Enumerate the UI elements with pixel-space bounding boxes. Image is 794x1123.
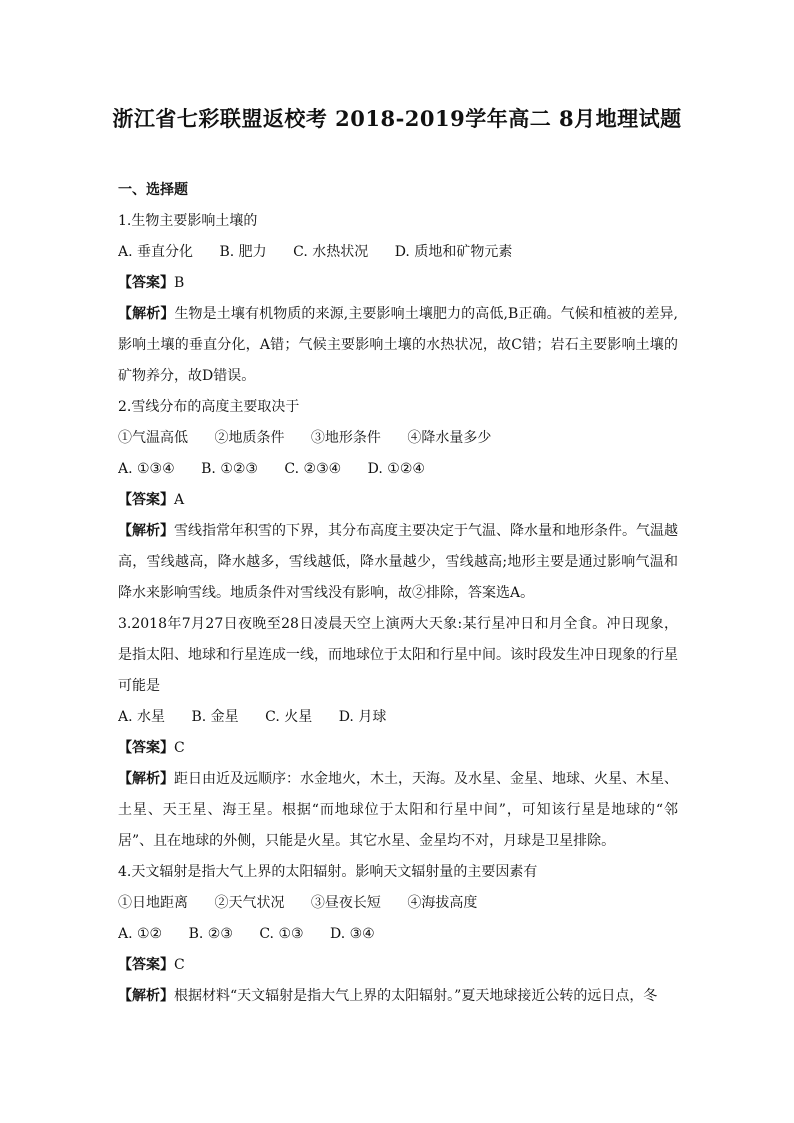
item-1: ①气温高低 — [118, 430, 188, 446]
answer-options — [118, 237, 678, 268]
option-b: B. ①②③ — [201, 461, 258, 477]
page-title: 浙江省七彩联盟返校考 2018-2019学年高二 8月地理试题 — [112, 106, 682, 131]
answer-line — [118, 485, 678, 516]
option-b: B. 肥力 — [219, 244, 267, 260]
question-stem: 1.生物主要影响土壤的 — [118, 213, 258, 229]
answer-line — [118, 268, 678, 299]
answer-label: 【答案】 — [118, 492, 174, 508]
answer-label: 【答案】 — [118, 275, 174, 291]
answer-options — [118, 454, 678, 485]
analysis-block — [118, 981, 678, 1012]
analysis-text: 根据材料“天文辐射是指大气上界的太阳辐射。”夏天地球接近公转的远日点，冬 — [174, 988, 658, 1004]
option-b: B. 金星 — [191, 709, 239, 725]
answer-label: 【答案】 — [118, 957, 174, 973]
question-stem: 3.2018年7月27日夜晚至28日凌晨天空上演两大天象:某行星冲日和月全食。冲日现象，是指太阳、地球和行星连成一线，而地球位于太阳和行星中间。该时段发生冲日现象的行星可能是 — [118, 616, 678, 694]
answer-value: C — [174, 957, 185, 973]
analysis-label: 【解析】 — [118, 306, 175, 322]
item-2: ②地质条件 — [214, 430, 285, 446]
answer-options — [118, 919, 678, 950]
question-stem: 4.天文辐射是指大气上界的太阳辐射。影响天文辐射量的主要因素有 — [118, 864, 538, 880]
answer-label: 【答案】 — [118, 740, 174, 756]
analysis-label: 【解析】 — [118, 771, 174, 787]
question-3 — [118, 609, 678, 857]
answer-value: C — [174, 740, 185, 756]
question-stem: 2.雪线分布的高度主要取决于 — [118, 399, 300, 415]
analysis-block — [118, 764, 678, 857]
question-1 — [118, 206, 678, 392]
answer-value: B — [174, 275, 185, 291]
analysis-text: 距日由近及远顺序：水金地火，木土，天海。及水星、金星、地球、火星、木星、土星、天王星、海王星。根据“而地球位于太阳和行星中间”，可知该行星是地球的“邻居”、且在地球的外侧，只能是火星。其它水星、金星均不对，月球是卫星排除。 — [118, 771, 678, 849]
item-3: ③昼夜长短 — [310, 895, 381, 911]
item-2: ②天气状况 — [214, 895, 285, 911]
option-c: C. ②③④ — [284, 461, 342, 477]
item-4: ④降水量多少 — [407, 430, 492, 446]
document-body — [118, 175, 678, 1012]
option-a: A. ①② — [118, 926, 163, 942]
analysis-label: 【解析】 — [118, 988, 174, 1004]
answer-value: A — [174, 492, 185, 508]
option-a: A. 垂直分化 — [118, 244, 194, 260]
section-heading: 一、选择题 — [118, 182, 188, 198]
analysis-text: 生物是土壤有机物质的来源,主要影响土壤肥力的高低,B正确。气候和植被的差异,影响土壤的垂直分化，A错；气候主要影响土壤的水热状况，故C错；岩石主要影响土壤的矿物养分，故D错误。 — [118, 306, 678, 384]
question-2 — [118, 392, 678, 609]
item-3: ③地形条件 — [310, 430, 381, 446]
answer-options — [118, 702, 678, 733]
option-d: D. 月球 — [338, 709, 387, 725]
option-c: C. ①③ — [259, 926, 304, 942]
option-c: C. 水热状况 — [293, 244, 369, 260]
answer-line — [118, 950, 678, 981]
analysis-block — [118, 299, 678, 392]
question-items — [118, 888, 678, 919]
option-d: D. ③④ — [330, 926, 375, 942]
option-d: D. 质地和矿物元素 — [394, 244, 513, 260]
question-items — [118, 423, 678, 454]
item-1: ①日地距离 — [118, 895, 188, 911]
option-a: A. 水星 — [118, 709, 166, 725]
question-4 — [118, 857, 678, 1012]
option-a: A. ①③④ — [118, 461, 175, 477]
analysis-text: 雪线指常年积雪的下界，其分布高度主要决定于气温、降水量和地形条件。气温越高，雪线越高，降水越多，雪线越低，降水量越少，雪线越高;地形主要是通过影响气温和降水来影响雪线。地质条件对雪线没有影响，故②排除，答案选A。 — [118, 523, 678, 601]
answer-line — [118, 733, 678, 764]
item-4: ④海拔高度 — [407, 895, 478, 911]
option-c: C. 火星 — [265, 709, 313, 725]
option-b: B. ②③ — [188, 926, 233, 942]
analysis-block — [118, 516, 678, 609]
analysis-label: 【解析】 — [118, 523, 174, 539]
option-d: D. ①②④ — [367, 461, 425, 477]
